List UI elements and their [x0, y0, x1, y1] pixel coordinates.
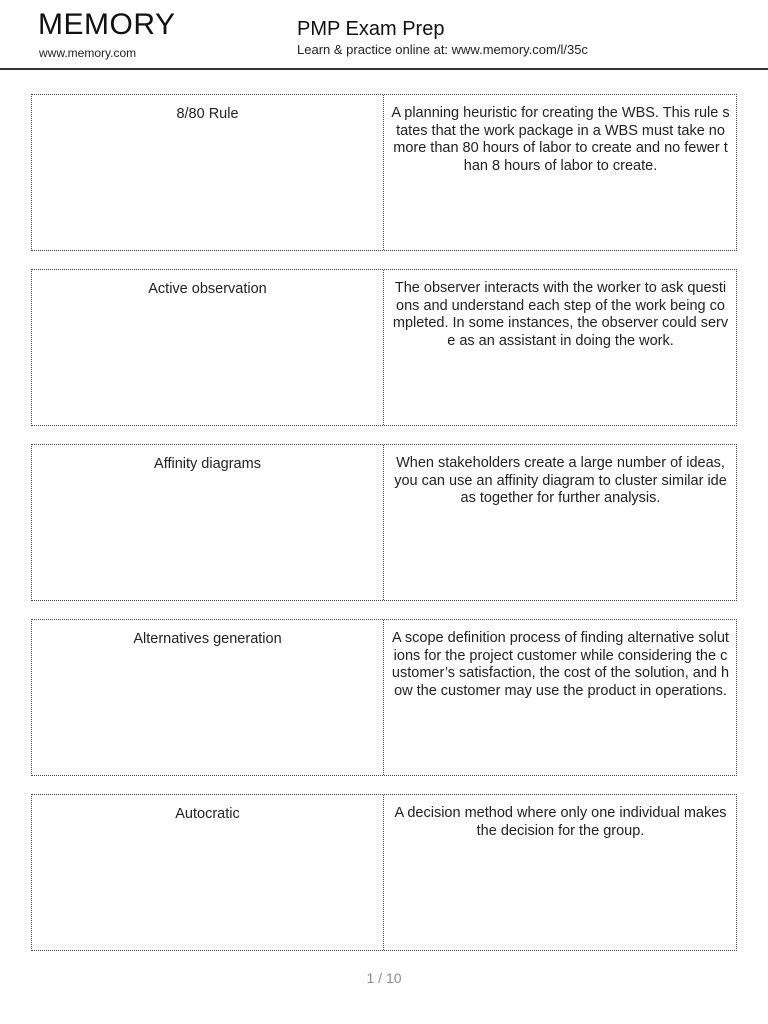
document-title: PMP Exam Prep: [297, 18, 445, 40]
flashcard: [31, 269, 737, 426]
flashcard-definition: A scope definition process of finding alternative solutions for the project customer while considering the customer’s satisfaction, the cost of the solution, and how the customer may use the product in operations.: [391, 630, 730, 699]
flashcard: [31, 94, 737, 251]
flashcard-list: [31, 94, 737, 969]
flashcard-term: Autocratic: [32, 795, 384, 950]
page-indicator: 1 / 10: [366, 970, 402, 986]
brand-logo: MEMORY: [38, 8, 176, 41]
flashcard-definition: A planning heuristic for creating the WBS. This rule states that the work package in a WBS must take no more than 80 hours of labor to create and no fewer than 8 hours of labor to create.: [391, 105, 730, 174]
flashcard-term: 8/80 Rule: [32, 95, 384, 250]
flashcard: [31, 794, 737, 951]
flashcard: [31, 619, 737, 776]
flashcard-definition: The observer interacts with the worker to ask questions and understand each step of the work being completed. In some instances, the observer could serve as an assistant in doing the work.: [392, 280, 729, 349]
page-header: [0, 0, 768, 70]
document-subtitle: Learn & practice online at: www.memory.com/l/35c: [297, 42, 588, 57]
flashcard-term: Active observation: [32, 270, 384, 425]
flashcard-definition: A decision method where only one individual makes the decision for the group.: [394, 805, 727, 839]
brand-url: www.memory.com: [39, 46, 137, 60]
flashcard: [31, 444, 737, 601]
flashcard-definition: When stakeholders create a large number of ideas, you can use an affinity diagram to cluster similar ideas together for further analysis.: [394, 455, 727, 506]
flashcard-term: Affinity diagrams: [32, 445, 384, 600]
flashcard-term: Alternatives generation: [32, 620, 384, 775]
